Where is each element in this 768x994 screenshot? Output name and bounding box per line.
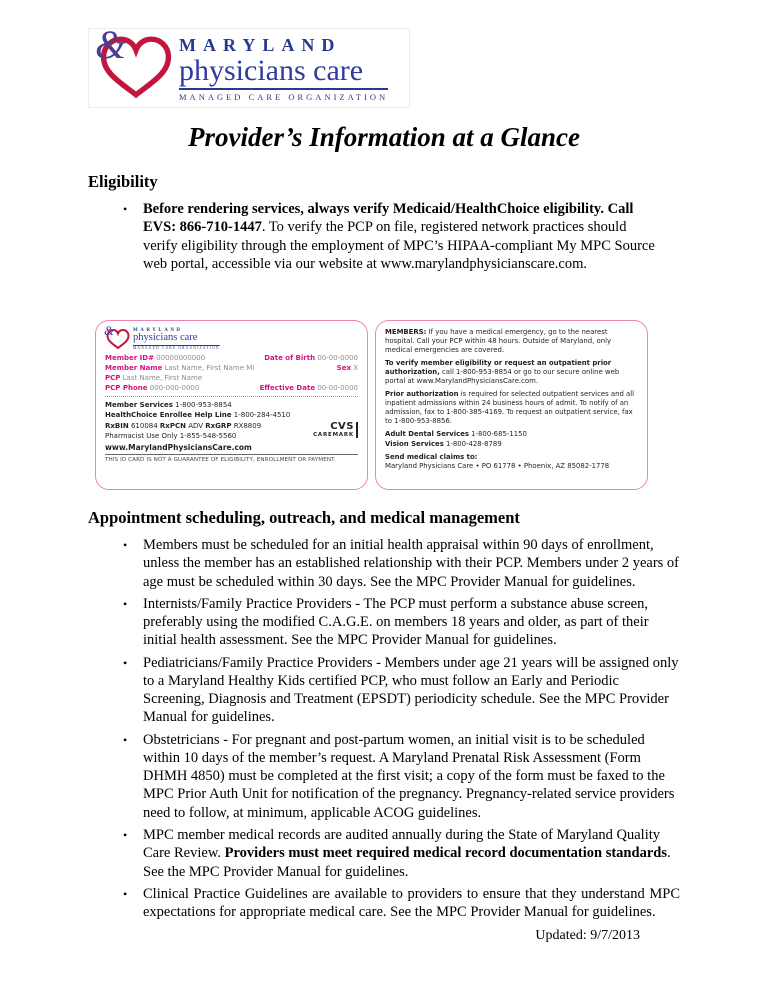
eligibility-bold-text: Before rendering services, always verify Medicaid/HealthChoice eligibility. Call EVS: 866-710-1447: [143, 201, 634, 236]
appointments-bullet-list: [115, 536, 680, 925]
section-heading-appointments: Appointment scheduling, outreach, and medical management: [88, 508, 520, 527]
bullet-text: Obstetricians - For pregnant and post-partum women, an initial visit is to be scheduled within 10 days of the member’s request. A Maryland Prenatal Risk Assessment (Form DHMH 4850) must be completed at the first visit; a copy of the form must be faxed to the MPC Prior Auth Unit for notification of the pregnancy. Pregnancy-related service providers need to follow, at minimum, applicable ACOG guidelines.: [143, 731, 675, 821]
bullet-marker: •: [123, 655, 128, 670]
rxgrp-label: RxGRP: [205, 421, 232, 430]
effective-date-label: Effective Date: [259, 384, 316, 393]
card-row-pcp: [105, 373, 358, 383]
pcp-phone-field: [105, 383, 199, 393]
claims-lead: Send medical claims to:: [385, 452, 478, 461]
logo-maryland: MARYLAND: [179, 34, 342, 55]
member-name-label: Member Name: [105, 364, 163, 373]
member-services-line: [105, 400, 358, 411]
card-ampersand-icon: &: [104, 323, 115, 338]
eligibility-bullet-text: [143, 200, 660, 273]
card-logo-wordmark: [133, 328, 220, 350]
vision-label: Vision Services: [385, 439, 444, 448]
helpline-line: [105, 410, 358, 421]
claims-address: Maryland Physicians Care • PO 61778 • Phoenix, AZ 85082-1778: [385, 461, 610, 470]
bullet-text: Internists/Family Practice Providers - The PCP must perform a substance abuse screen, preferably using the modified C.A.G.E. on members 18 years and older, as part of their initial health assessment. See the MPC Provider Manual for guidelines.: [143, 595, 649, 649]
prior-auth-text: is required for selected outpatient services and all inpatient admissions within 24 business hours of admit. To notify of an admission, fax to 1-800-385-4169. To request an outpatient service, fax to 1-800-953-8856.: [385, 389, 635, 425]
list-item: [115, 536, 680, 591]
sex-label: Sex: [336, 364, 351, 373]
dotted-divider: [105, 396, 358, 397]
card-mpc-logo: [104, 323, 358, 350]
rx-zone: [105, 421, 358, 442]
pcp-label: PCP: [105, 374, 121, 383]
heart-ampersand-icon: [95, 22, 175, 103]
pcp-phone-value: 000-000-0000: [149, 384, 200, 393]
list-item: [115, 731, 680, 822]
list-item: [115, 654, 680, 727]
eligibility-bullet-list: [115, 200, 660, 277]
member-services-label: Member Services: [105, 400, 173, 409]
bullet-marker: •: [123, 538, 128, 552]
eligibility-regular-text: . To verify the PCP on file, registered network practices should verify eligibility through the employment of MPC’s HIPAA-compliant My MPC Source web portal, accessible via our website at www.marylandphysicianscare.com.: [143, 219, 655, 272]
effective-date-field: [260, 383, 358, 393]
verify-paragraph: [385, 359, 638, 386]
rxbin-value: 610084: [130, 421, 158, 430]
rxpcn-value: ADV: [188, 421, 204, 430]
effective-date-value: 00-00-0000: [317, 384, 358, 393]
card-row-id-dob: [105, 353, 358, 363]
list-item: [115, 595, 680, 650]
helpline-value: 1-800-284-4510: [233, 411, 291, 420]
list-item: [115, 826, 680, 881]
verify-lead: To verify member eligibility or request an outpatient prior authorization,: [385, 358, 612, 376]
member-id-label: Member ID#: [105, 354, 154, 362]
updated-date: Updated: 9/7/2013: [535, 928, 640, 943]
cvs-caremark-logo: [313, 422, 358, 439]
dob-field: [264, 353, 358, 363]
rx-lines: [105, 421, 261, 442]
member-name-value: Last Name, First Name MI: [164, 364, 255, 373]
bullet-marker: •: [123, 886, 128, 901]
member-id-field: [105, 353, 205, 363]
vision-line: [385, 440, 638, 449]
logo-physicians-care: physicians care: [179, 53, 364, 87]
rxbin-label: RxBIN: [105, 421, 129, 430]
bullet-marker: •: [123, 596, 128, 611]
bullet-marker: •: [123, 202, 128, 216]
id-card-back: [375, 320, 648, 490]
dob-value: 00-00-0000: [317, 354, 358, 362]
members-lead: MEMBERS:: [385, 328, 427, 336]
dob-label: Date of Birth: [264, 354, 316, 362]
member-services-value: 1-800-953-8854: [175, 400, 232, 409]
mpc-logo: [88, 22, 410, 108]
list-item: [115, 200, 660, 273]
dental-line: [385, 430, 638, 439]
pcp-phone-label: PCP Phone: [105, 384, 148, 393]
dental-label: Adult Dental Services: [385, 429, 469, 438]
prior-auth-lead: Prior authorization: [385, 389, 459, 398]
helpline-label: HealthChoice Enrollee Help Line: [105, 411, 232, 420]
prior-auth-paragraph: [385, 390, 638, 426]
pharmacist-line: [105, 431, 261, 442]
pcp-value: Last Name, First Name: [122, 374, 203, 383]
bullet-marker: •: [123, 827, 128, 842]
vision-value: 1-800-428-8789: [443, 439, 502, 448]
bullet-text: Members must be scheduled for an initial health appraisal within 90 days of enrollment, unless the member has an established relationship with their PCP. Members under 2 years of age must be scheduled within 30 days. See the MPC Provider Manual for guidelines.: [143, 537, 679, 590]
card-row-phone-effective: [105, 383, 358, 393]
members-text: If you have a medical emergency, go to the nearest hospital. Call your PCP within 48 hours. Outside of Maryland, only medical emergencies are covered.: [385, 328, 612, 354]
member-id-value: 00000000000: [156, 354, 206, 362]
page-title: Provider’s Information at a Glance: [187, 122, 580, 152]
section-heading-eligibility: Eligibility: [88, 172, 158, 191]
sex-value: X: [353, 364, 358, 373]
dental-value: 1-800-685-1150: [468, 429, 527, 438]
member-id-card-figure: [95, 320, 648, 490]
bullet-text: Pediatricians/Family Practice Providers - Members under age 21 years will be assigned only to a Maryland Healthy Kids certified PCP, who must follow an Early and Periodic Screening, Diagnosis and Treatment (EPSDT) periodicity schedule. See the MPC Provider Manual for guidelines.: [143, 654, 679, 726]
rx-line: [105, 421, 261, 432]
card-logo-physicians-care: physicians care: [133, 332, 198, 343]
member-name-field: [105, 363, 254, 373]
bullet-marker: •: [123, 732, 128, 747]
sex-field: [337, 363, 358, 373]
card-logo-maryland: MARYLAND: [133, 328, 183, 333]
caremark-logo-text: CAREMARK: [313, 431, 354, 438]
logo-wordmark: [179, 35, 388, 102]
thin-divider: [105, 454, 358, 455]
pharmacist-value: 1-855-548-5560: [179, 432, 237, 441]
ampersand-swirl-icon: &: [95, 22, 127, 67]
claims-block: [385, 453, 638, 471]
pcp-field: [105, 373, 202, 383]
cvs-logo-text: CVS: [330, 420, 354, 432]
logo-managed-care: MANAGED CARE ORGANIZATION: [179, 88, 388, 102]
bullet-text: MPC member medical records are audited annually during the State of Maryland Quality Care Review. Providers must meet required medical record documentation standards. See the MPC Provider Manual for guidelines.: [143, 826, 671, 880]
rxgrp-value: RX8809: [233, 421, 262, 430]
bullet-text: Clinical Practice Guidelines are available to providers to ensure that they understand MPC expectations for appropriate medical care. See the MPC Provider Manual for guidelines.: [143, 885, 680, 921]
id-card-front: [95, 320, 368, 490]
rxpcn-label: RxPCN: [159, 421, 186, 430]
verify-text: call 1-800-953-8854 or go to our secure online web portal at www.MarylandPhysiciansCare.com.: [385, 367, 620, 385]
card-disclaimer: THIS ID CARD IS NOT A GUARANTEE OF ELIGIBILITY, ENROLLMENT OR PAYMENT.: [105, 456, 336, 463]
card-website: www.MarylandPhysiciansCare.com: [105, 442, 252, 452]
list-item: [115, 885, 680, 922]
card-logo-managed-care: MANAGED CARE ORGANIZATION: [133, 346, 220, 350]
members-paragraph: [385, 328, 638, 355]
card-row-name-sex: [105, 363, 358, 373]
pharmacist-label: Pharmacist Use Only: [105, 432, 178, 441]
card-heart-icon: [104, 323, 131, 350]
